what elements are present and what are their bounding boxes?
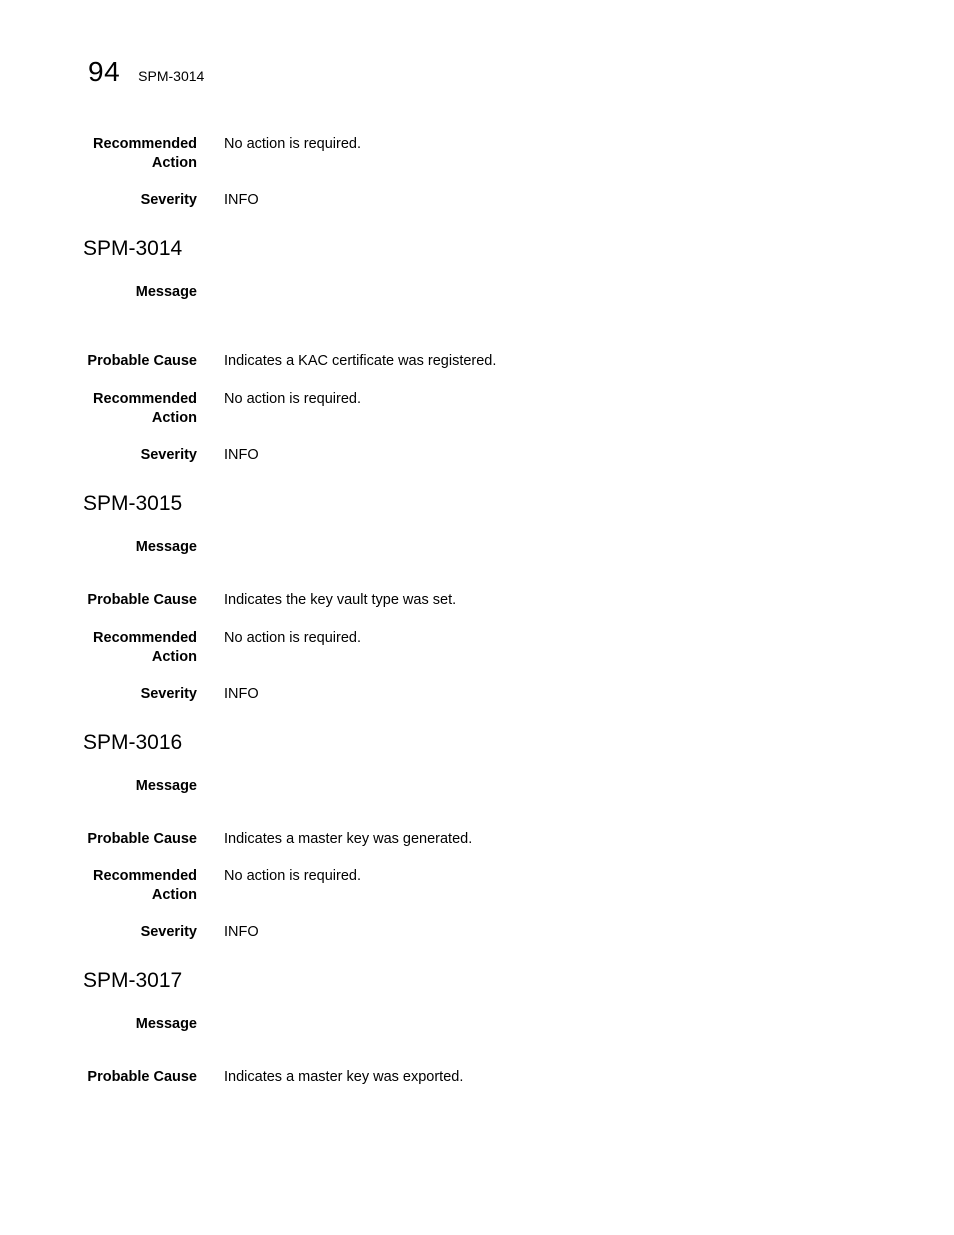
severity-label: Severity: [140, 686, 197, 702]
label-line-2: Action: [151, 410, 197, 426]
severity-label: Severity: [140, 924, 197, 940]
severity-label: Severity: [140, 192, 197, 208]
message-label: Message: [135, 284, 197, 300]
chapter-number: 94: [88, 56, 121, 87]
severity-value: INFO: [224, 924, 259, 940]
recommended-action-label: [60, 629, 197, 667]
label-line-1: Recommended: [93, 630, 197, 646]
probable-cause-value: Indicates a KAC certificate was registered.: [224, 353, 497, 369]
probable-cause-value: Indicates the key vault type was set.: [224, 592, 457, 608]
recommended-action-value: No action is required.: [224, 630, 362, 646]
section-heading-spm-3016: SPM-3016: [83, 731, 183, 754]
probable-cause-label: Probable Cause: [87, 831, 197, 847]
recommended-action-label: [60, 390, 197, 428]
severity-value: INFO: [224, 686, 259, 702]
running-title: SPM-3014: [138, 68, 205, 84]
probable-cause-value: Indicates a master key was generated.: [224, 831, 473, 847]
severity-value: INFO: [224, 447, 259, 463]
recommended-action-value: No action is required.: [224, 136, 362, 152]
message-label: Message: [135, 1016, 197, 1032]
section-heading-spm-3017: SPM-3017: [83, 969, 183, 992]
label-line-1: Recommended: [93, 391, 197, 407]
probable-cause-label: Probable Cause: [87, 592, 197, 608]
label-line-1: Recommended: [93, 868, 197, 884]
page-header: [88, 54, 204, 90]
recommended-action-value: No action is required.: [224, 868, 362, 884]
recommended-action-value: No action is required.: [224, 391, 362, 407]
probable-cause-label: Probable Cause: [87, 1069, 197, 1085]
label-line-2: Action: [151, 887, 197, 903]
probable-cause-label: Probable Cause: [87, 353, 197, 369]
severity-value: INFO: [224, 192, 259, 208]
recommended-action-label: [60, 135, 197, 173]
section-heading-spm-3014: SPM-3014: [83, 237, 183, 260]
recommended-action-label: [60, 867, 197, 905]
message-label: Message: [135, 778, 197, 794]
section-heading-spm-3015: SPM-3015: [83, 492, 183, 515]
label-line-2: Action: [151, 649, 197, 665]
label-line-1: Recommended: [93, 136, 197, 152]
message-label: Message: [135, 539, 197, 555]
label-line-2: Action: [151, 155, 197, 171]
severity-label: Severity: [140, 447, 197, 463]
probable-cause-value: Indicates a master key was exported.: [224, 1069, 464, 1085]
